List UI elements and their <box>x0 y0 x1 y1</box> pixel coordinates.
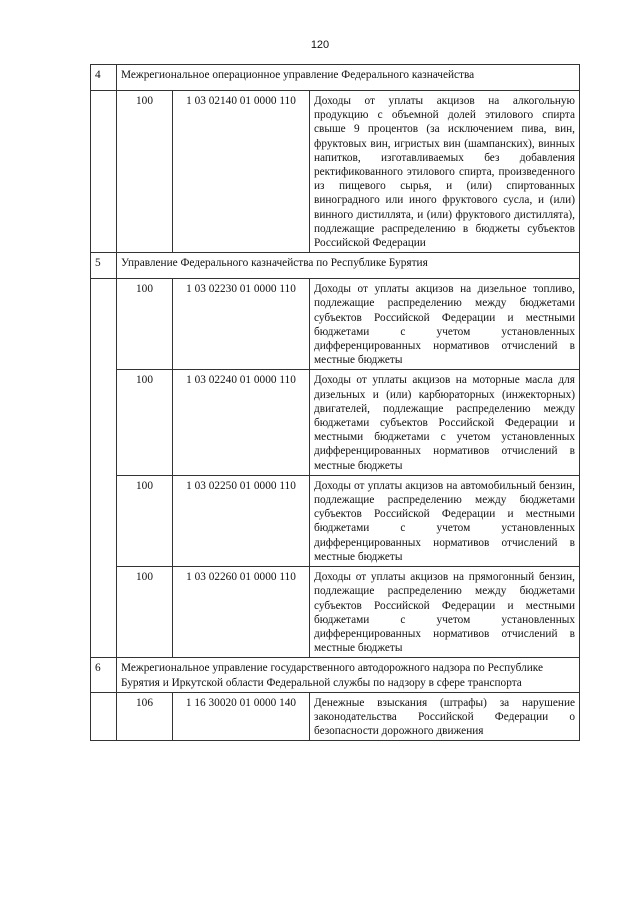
description-cell: Доходы от уплаты акцизов на алкогольную продукцию с объемной долей этилового спирта свыше 9 процентов (за исключением пива, вин, фруктовых вин, игристых вин (шампанских), винных напитков, изготавливаемых без добавления ректификованного этилового спирта, произведенного из пищевого сырья, и (или) спиртованных виноградного или иного фруктового сусла, и (или) винного дистиллята, и (или) фруктового дистиллята), подлежащие распределению в бюджеты субъектов Российской Федерации <box>310 91 580 253</box>
admin-code-cell: 100 <box>117 475 173 566</box>
section-number: 6 <box>91 658 117 692</box>
admin-code-cell: 100 <box>117 279 173 370</box>
empty-cell <box>91 279 117 658</box>
description-cell: Денежные взыскания (штрафы) за нарушение законодательства Российской Федерации о безопасности дорожного движения <box>310 692 580 741</box>
table-row <box>91 692 580 741</box>
admin-code-cell: 100 <box>117 91 173 253</box>
description-cell: Доходы от уплаты акцизов на дизельное топливо, подлежащие распределению между бюджетами субъектов Российской Федерации и местными бюджетами с учетом установленных дифференцированных нормативов отчислений в местные бюджеты <box>310 279 580 370</box>
section-header-row <box>91 658 580 692</box>
section-title: Межрегиональное управление государственного автодорожного надзора по Республике Бурятия и Иркутской области Федеральной службы по надзору в сфере транспорта <box>117 658 580 692</box>
table-row <box>91 279 580 370</box>
table-row <box>91 567 580 658</box>
admin-code-cell: 106 <box>117 692 173 741</box>
admin-code-cell: 100 <box>117 567 173 658</box>
section-header-row <box>91 253 580 279</box>
revenue-code-cell: 1 03 02250 01 0000 110 <box>173 475 310 566</box>
revenue-code-cell: 1 16 30020 01 0000 140 <box>173 692 310 741</box>
revenue-code-cell: 1 03 02260 01 0000 110 <box>173 567 310 658</box>
section-number: 4 <box>91 65 117 91</box>
revenue-code-cell: 1 03 02140 01 0000 110 <box>173 91 310 253</box>
section-title: Управление Федерального казначейства по Республике Бурятия <box>117 253 580 279</box>
table-row <box>91 370 580 475</box>
section-number: 5 <box>91 253 117 279</box>
revenue-code-cell: 1 03 02230 01 0000 110 <box>173 279 310 370</box>
table-row <box>91 91 580 253</box>
admin-code-cell: 100 <box>117 370 173 475</box>
empty-cell <box>91 91 117 253</box>
empty-cell <box>91 692 117 741</box>
description-cell: Доходы от уплаты акцизов на автомобильный бензин, подлежащие распределению между бюджетами субъектов Российской Федерации и местными бюджетами с учетом установленных дифференцированных нормативов отчислений в местные бюджеты <box>310 475 580 566</box>
table-row <box>91 475 580 566</box>
section-header-row <box>91 65 580 91</box>
page-number: 120 <box>310 39 330 51</box>
revenue-code-cell: 1 03 02240 01 0000 110 <box>173 370 310 475</box>
description-cell: Доходы от уплаты акцизов на моторные масла для дизельных и (или) карбюраторных (инжекторных) двигателей, подлежащие распределению между бюджетами субъектов Российской Федерации и местными бюджетами с учетом установленных дифференцированных нормативов отчислений в местные бюджеты <box>310 370 580 475</box>
revenue-table <box>90 64 580 741</box>
section-title: Межрегиональное операционное управление Федерального казначейства <box>117 65 580 91</box>
description-cell: Доходы от уплаты акцизов на прямогонный бензин, подлежащие распределению между бюджетами субъектов Российской Федерации и местными бюджетами с учетом установленных дифференцированных нормативов отчислений в местные бюджеты <box>310 567 580 658</box>
